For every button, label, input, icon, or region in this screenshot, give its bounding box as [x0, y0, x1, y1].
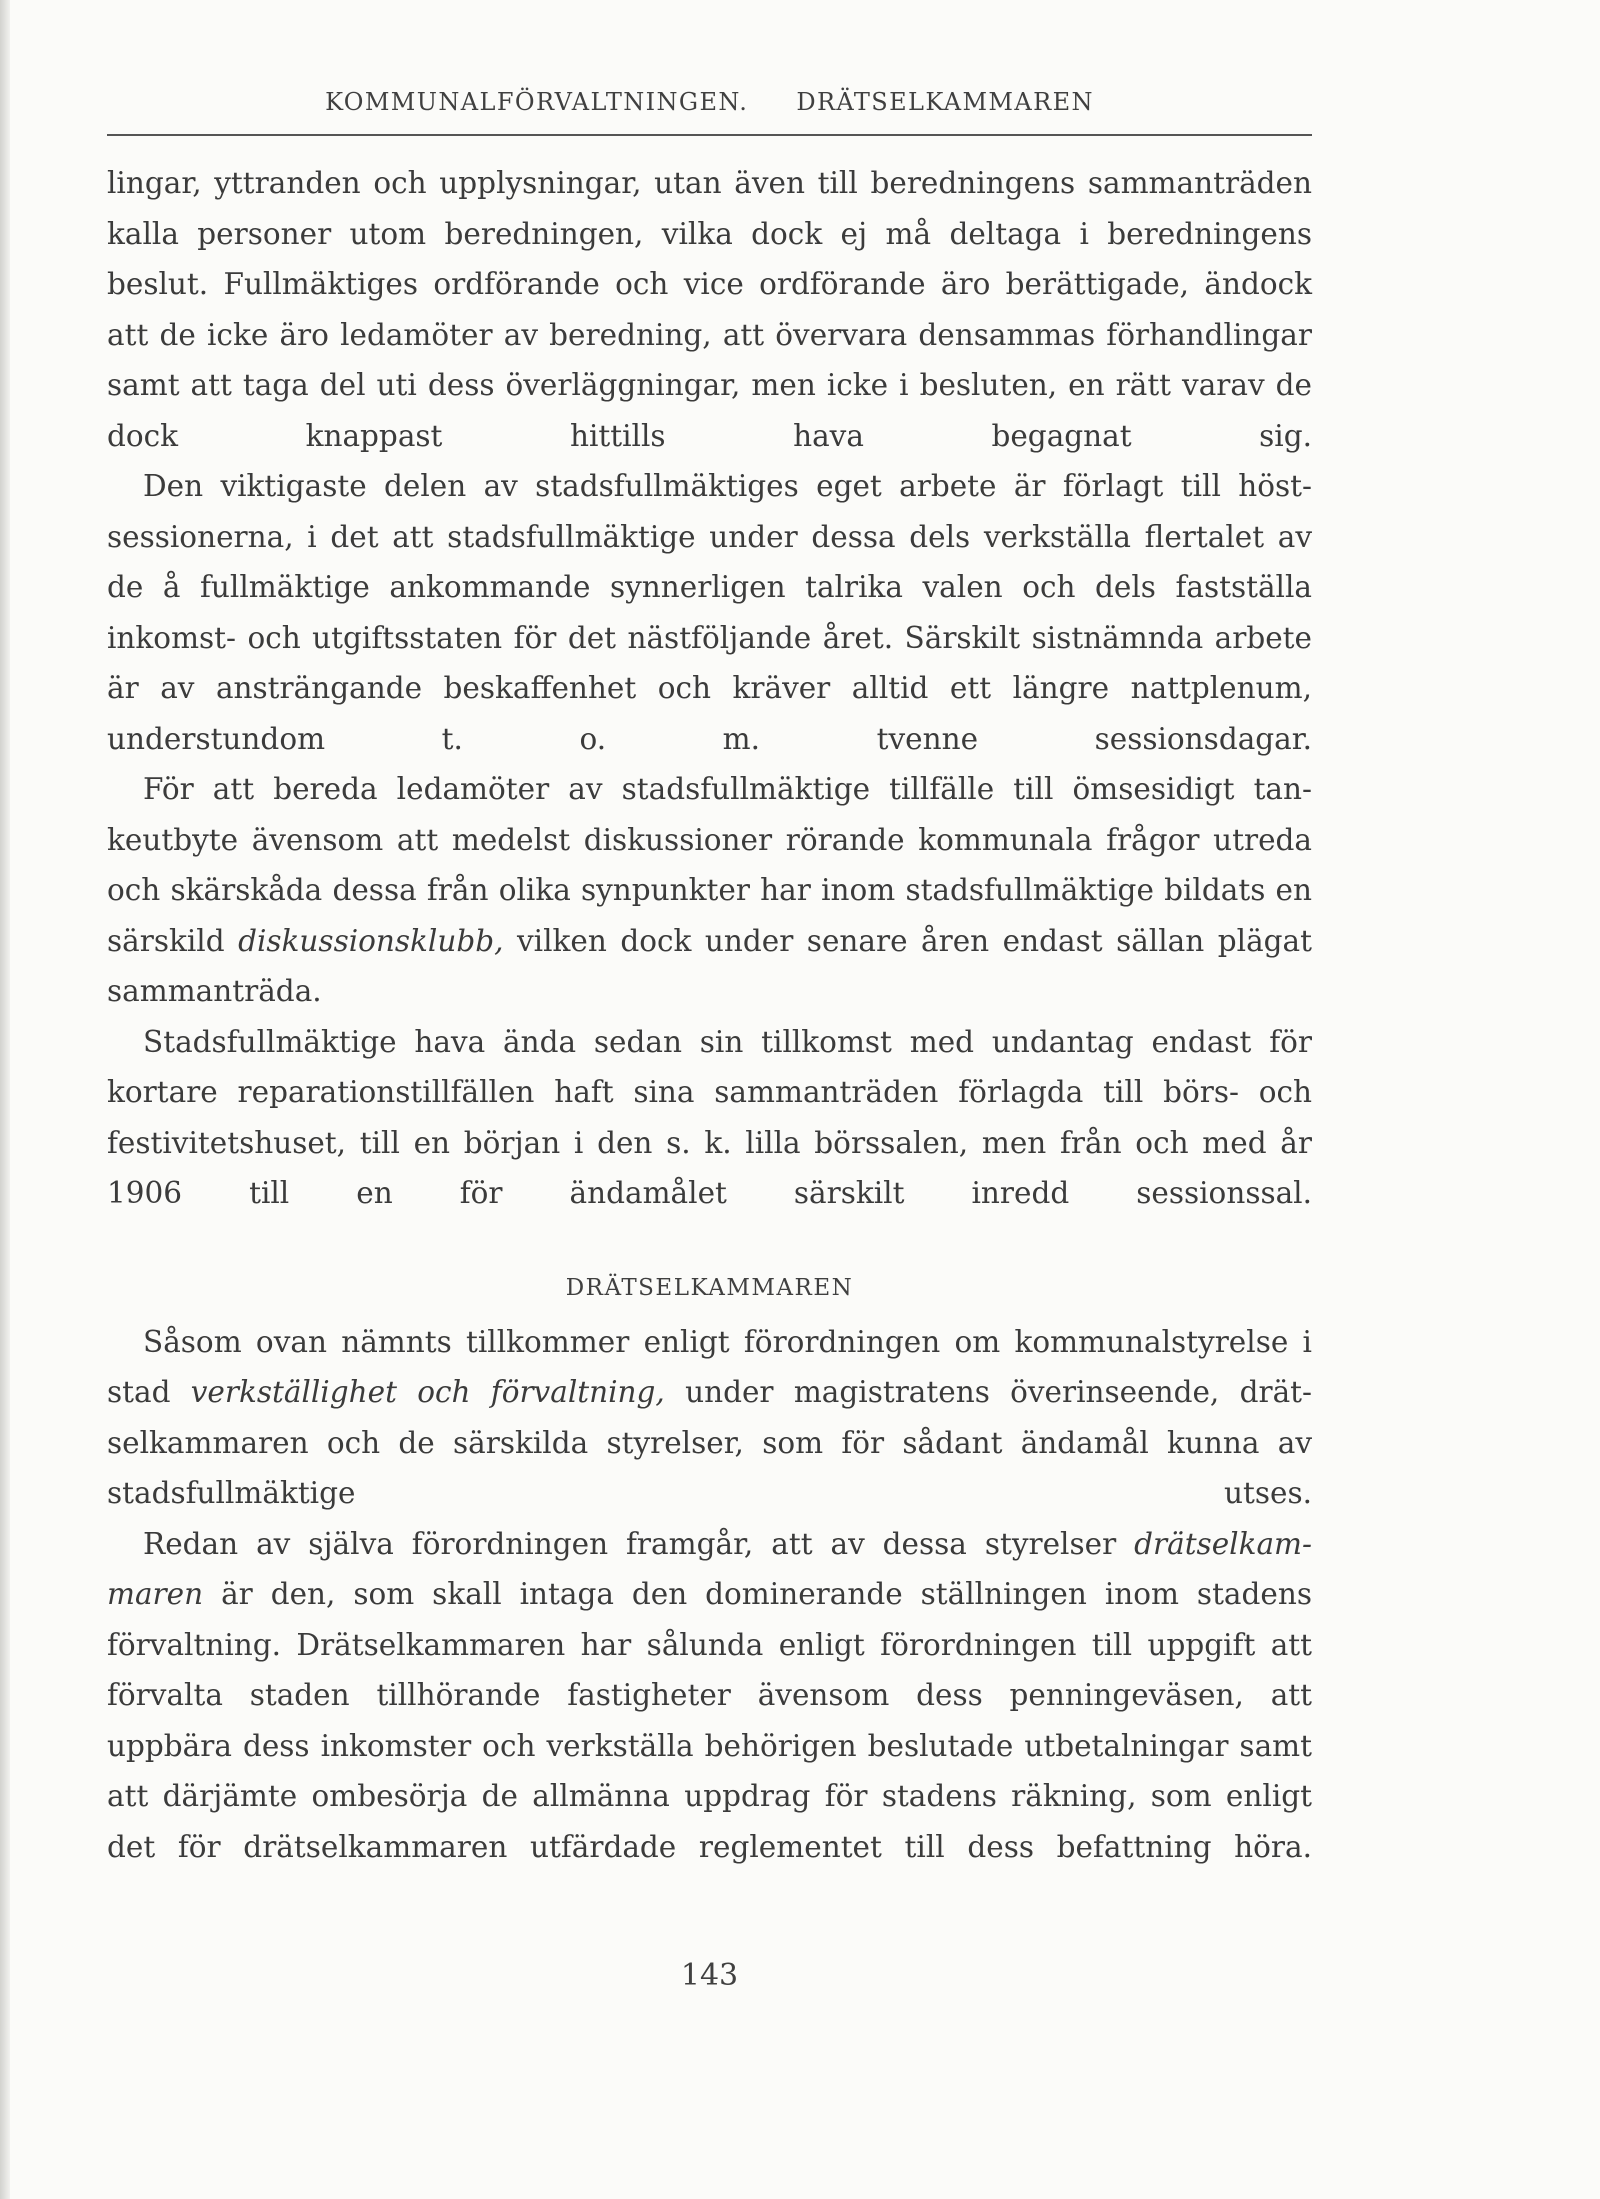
paragraph-5-text: Såsom ovan nämnts tillkommer enligt förordningen om kommunalstyrelse i stad [107, 1324, 1312, 1409]
paragraph-5 [107, 1317, 1312, 1519]
book-page [107, 82, 1312, 1993]
paragraph-3-italic: diskussionsklubb, [238, 923, 504, 958]
paragraph-1: lingar, yttranden och upplysningar, utan även till beredningens sammanträden kalla personer utom beredningen, vilka dock ej må deltaga i beredningens beslut. Fullmäktiges ordförande och vice ordförande äro berättigade, ändock att de icke äro ledamöter av beredning, att övervara densammas förhandlingar samt att taga del uti dess överläggningar, men icke i besluten, en rätt varav de dock knappast hittills hava begagnat sig. [107, 166, 1312, 453]
running-head [107, 82, 1312, 122]
paragraph-3-text-end: vilken dock under senare åren endast sällan plägat sammanträda. [107, 923, 1312, 1008]
paragraph-3-text: För att bereda ledamöter av stadsfullmäktige tillfälle till ömsesidigt tankeutbyte ävensom att medelst diskussioner rörande kommunala frågor utreda och skärskåda dessa från olika synpunkter har inom stadsfullmäktige bildats en särskild [107, 772, 1312, 958]
header-rule [107, 134, 1312, 136]
running-head-right: DRÄTSELKAMMAREN [796, 88, 1094, 116]
running-head-left: KOMMUNALFÖRVALTNINGEN. [325, 88, 749, 116]
paragraph-5-italic: verkställighet och förvaltning, [190, 1375, 665, 1409]
paragraph-6 [107, 1519, 1312, 1873]
section-heading: DRÄTSELKAMMAREN [565, 1274, 854, 1301]
paragraph-6-text-end: är den, som skall intaga den dominerande ställningen inom stadens förvaltning. Drätselkammaren har sålunda enligt förordningen till uppgift att förvalta staden tillhörande fastigheter ävensom dess penningeväsen, att uppbära dess inkomster och verkställa behörigen beslutade utbetalningar samt att därjämte ombesörja de allmänna uppdrag för stadens räkning, som enligt det för drätselkammaren utfärdade reglementet till dess befattning höra. [107, 1577, 1312, 1864]
paragraph-4: Stadsfullmäktige hava ända sedan sin tillkomst med undantag endast för kortare reparationstillfällen haft sina sammanträden förlagda till börs- och festivitetshuset, till en början i den s. k. lilla börssalen, men från och med år 1906 till en för ändamålet särskilt inredd sessionssal. [107, 1024, 1312, 1210]
scan-edge [0, 0, 10, 2199]
paragraph-6-text: Redan av själva förordningen framgår, att av dessa styrelser [143, 1526, 1135, 1561]
paragraph-3 [107, 764, 1312, 1017]
paragraph-5-text-end: under magistratens överinseende, drätselkammaren och de särskilda styrelser, som för sådant ändamål kunna av stadsfullmäktige utses. [107, 1375, 1312, 1510]
paragraph-6-italic: drätselkammaren [107, 1526, 1312, 1611]
paragraph-2: Den viktigaste delen av stadsfullmäktiges eget arbete är förlagt till höstsessionerna, i det att stadsfullmäktige under dessa dels verkställa flertalet av de å fullmäktige ankommande synnerligen talrika valen och dels fastställa inkomst- och utgiftsstaten för det nästföljande året. Särskilt sistnämnda arbete är av ansträngande beskaffenhet och kräver alltid ett längre nattplenum, understundom t. o. m. tvenne sessionsdagar. [107, 469, 1312, 756]
page-number: 143 [680, 1958, 739, 1993]
